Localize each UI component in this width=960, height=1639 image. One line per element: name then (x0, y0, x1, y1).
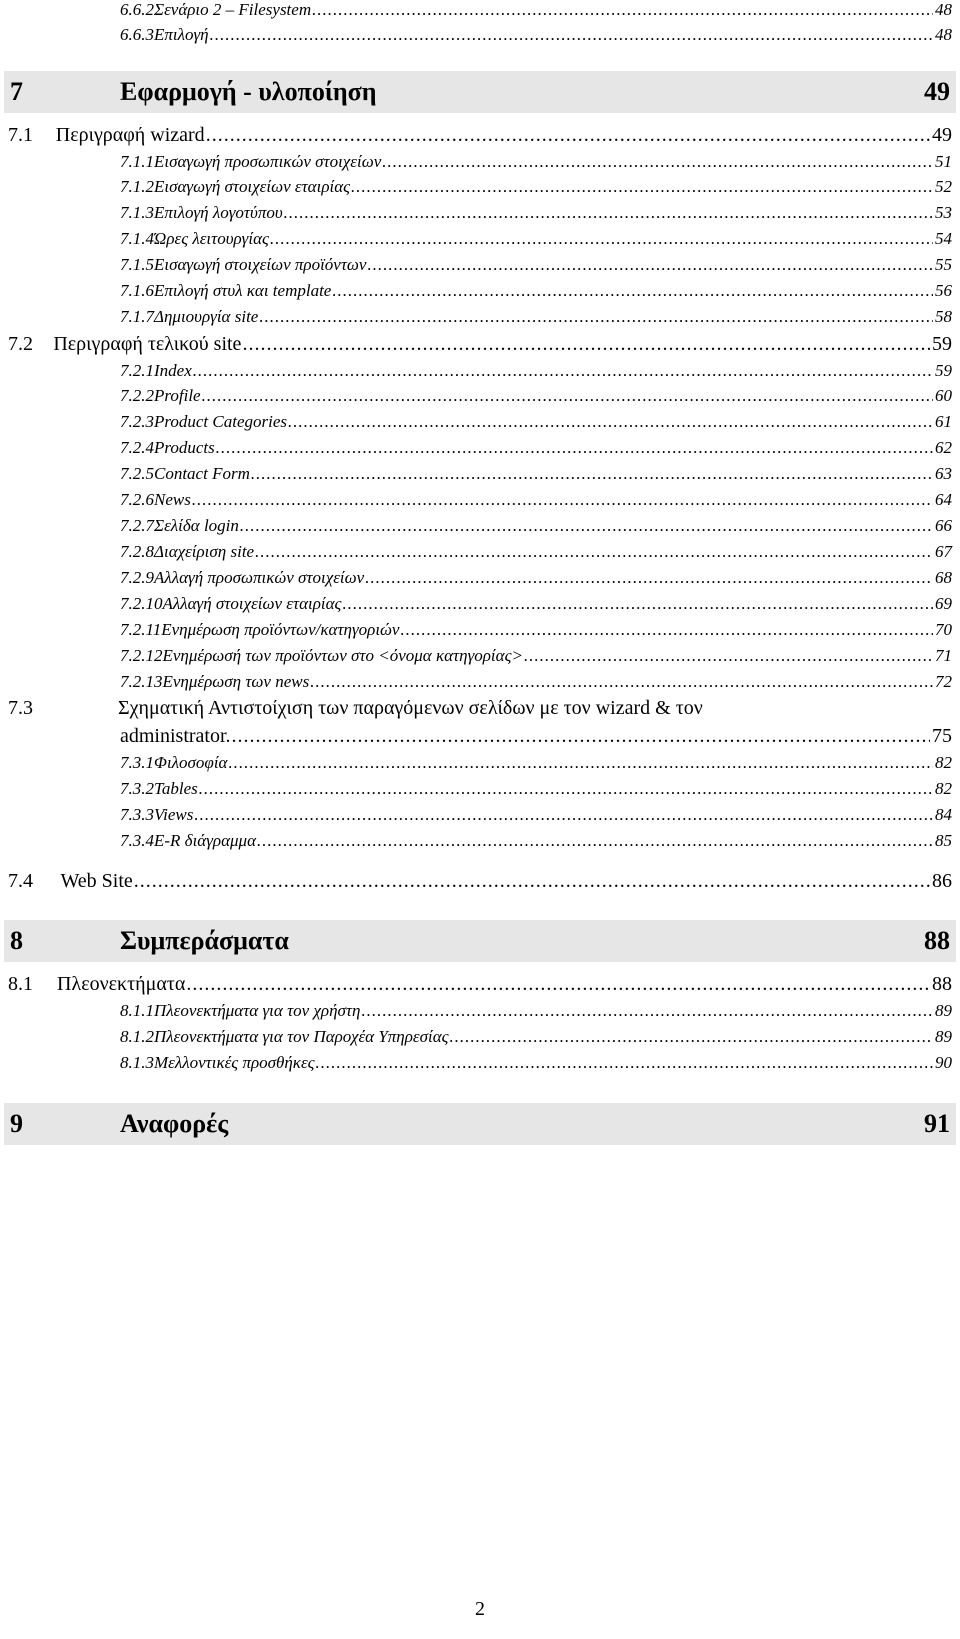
leader-dots (361, 1001, 933, 1021)
toc-entry-title: 8.1.2Πλεονεκτήματα για τον Παροχέα Υπηρεσίας (120, 1027, 449, 1046)
toc-entry-title: 7.3.4E-R διάγραμμα (120, 831, 256, 850)
leader-dots (310, 672, 933, 692)
toc-entry-page: 56 (935, 281, 952, 300)
toc-entry[interactable] (120, 203, 952, 227)
toc-entry-page: 64 (935, 490, 952, 509)
toc-entry[interactable] (120, 0, 952, 24)
leader-dots (202, 386, 933, 406)
toc-entry[interactable] (120, 646, 952, 670)
toc-entry-page: 58 (935, 307, 952, 326)
toc-entry-title: 6.6.2Σενάριο 2 – Filesystem (120, 0, 312, 19)
section-title-continued: administrator. (120, 725, 231, 747)
chapter-page: 49 (924, 77, 950, 106)
leader-dots (351, 177, 933, 197)
leader-dots (216, 438, 933, 458)
toc-entry[interactable] (120, 516, 952, 540)
leader-dots (400, 620, 933, 640)
toc-entry-page: 55 (935, 255, 952, 274)
toc-entry[interactable] (120, 594, 952, 618)
leader-dots (255, 542, 933, 562)
section-title: Πλεονεκτήματα (57, 973, 186, 995)
section-page: 59 (932, 333, 952, 355)
toc-entry[interactable] (120, 542, 952, 566)
leader-dots (288, 412, 933, 432)
toc-entry-page: 72 (935, 672, 952, 691)
toc-entry-page: 51 (935, 152, 952, 171)
leader-dots (284, 203, 933, 223)
toc-entry[interactable] (120, 1053, 952, 1077)
toc-entry[interactable] (120, 753, 952, 777)
toc-entry[interactable] (120, 805, 952, 829)
toc-entry[interactable] (120, 464, 952, 488)
toc-entry-page: 63 (935, 464, 952, 483)
toc-entry[interactable] (120, 152, 952, 176)
toc-entry-title: 7.1.7Δημιουργία site (120, 307, 259, 326)
leader-dots (382, 152, 933, 172)
toc-entry-title: 7.2.2Profile (120, 386, 201, 405)
section-page: 49 (932, 124, 952, 146)
toc-entry[interactable] (120, 255, 952, 279)
toc-entry-page: 48 (935, 25, 952, 44)
toc-entry-page: 67 (935, 542, 952, 561)
chapter-heading-9[interactable] (4, 1103, 956, 1145)
toc-entry[interactable] (120, 831, 952, 855)
chapter-page: 91 (924, 1109, 950, 1138)
chapter-page: 88 (924, 926, 950, 955)
chapter-heading-8[interactable] (4, 920, 956, 962)
toc-entry-page: 85 (935, 831, 952, 850)
toc-entry-title: 7.2.3Product Categories (120, 412, 287, 431)
toc-entry-title: 8.1.1Πλεονεκτήματα για τον χρήστη (120, 1001, 361, 1020)
leader-dots (186, 973, 930, 996)
toc-entry-title: 7.2.5Contact Form (120, 464, 250, 483)
leader-dots (192, 490, 933, 510)
toc-section-7-1[interactable] (8, 124, 952, 150)
toc-entry-page: 61 (935, 412, 952, 431)
leader-dots (316, 1053, 933, 1073)
toc-entry[interactable] (120, 412, 952, 436)
section-number: 8.1 (8, 973, 33, 995)
toc-entry-title: 7.2.4Products (120, 438, 215, 457)
toc-entry-title: 7.3.1Φιλοσοφία (120, 753, 228, 772)
toc-entry-page: 59 (935, 361, 952, 380)
toc-entry-page: 82 (935, 753, 952, 772)
chapter-title: Αναφορές (120, 1109, 229, 1138)
leader-dots (134, 870, 930, 893)
toc-entry[interactable] (120, 386, 952, 410)
chapter-heading-7[interactable] (4, 71, 956, 113)
toc-entry-page: 69 (935, 594, 952, 613)
leader-dots (194, 805, 933, 825)
toc-entry[interactable] (120, 1027, 952, 1051)
toc-entry-page: 54 (935, 229, 952, 248)
toc-entry-title: 7.1.5Εισαγωγή στοιχείων προϊόντων (120, 255, 367, 274)
section-number: 7.2 (8, 333, 33, 355)
leader-dots (228, 753, 933, 773)
toc-entry[interactable] (120, 620, 952, 644)
toc-entry[interactable] (120, 779, 952, 803)
toc-entry-page: 89 (935, 1027, 952, 1046)
toc-entry[interactable] (120, 281, 952, 305)
leader-dots (193, 361, 933, 381)
page-number: 2 (475, 1598, 485, 1620)
toc-entry-page: 52 (935, 177, 952, 196)
toc-entry-page: 70 (935, 620, 952, 639)
toc-entry-page: 60 (935, 386, 952, 405)
toc-entry-title: 7.2.8Διαχείριση site (120, 542, 255, 561)
section-title: Σχηματική Αντιστοίχιση των παραγόμενων σελίδων με τον wizard & τον (118, 697, 703, 719)
toc-entry-title: 7.2.1Index (120, 361, 192, 380)
toc-section-7-4[interactable] (8, 870, 952, 896)
toc-entry-title: 7.2.9Αλλαγή προσωπικών στοιχείων (120, 568, 365, 587)
leader-dots (199, 779, 933, 799)
section-number: 7.3 (8, 697, 33, 719)
toc-entry-page: 62 (935, 438, 952, 457)
toc-entry-page: 66 (935, 516, 952, 535)
toc-entry-title: 7.3.3Views (120, 805, 194, 824)
toc-entry-title: 7.1.2Εισαγωγή στοιχείων εταιρίας (120, 177, 351, 196)
leader-dots (240, 516, 933, 536)
leader-dots (251, 464, 933, 484)
leader-dots (206, 124, 930, 147)
leader-dots (332, 281, 933, 301)
leader-dots (257, 831, 933, 851)
leader-dots (367, 255, 933, 275)
leader-dots (365, 568, 933, 588)
toc-entry-page: 53 (935, 203, 952, 222)
toc-entry-title: 7.2.6News (120, 490, 191, 509)
section-title: Περιγραφή τελικού site (53, 333, 242, 355)
toc-section-8-1[interactable] (8, 973, 952, 999)
leader-dots (270, 229, 933, 249)
toc-entry-title: 6.6.3Επιλογή (120, 25, 209, 44)
chapter-title: Συμπεράσματα (120, 926, 289, 955)
leader-dots (242, 333, 930, 356)
toc-entry[interactable] (120, 490, 952, 514)
toc-entry-page: 48 (935, 0, 952, 19)
toc-entry-title: 8.1.3Μελλοντικές προσθήκες (120, 1053, 315, 1072)
toc-section-7-2[interactable] (8, 333, 952, 359)
toc-entry[interactable] (120, 1001, 952, 1025)
toc-entry[interactable] (120, 307, 952, 331)
toc-entry[interactable] (120, 229, 952, 253)
toc-entry-title: 7.1.3Επιλογή λογοτύπου (120, 203, 283, 222)
toc-entry[interactable] (120, 361, 952, 385)
toc-entry-page: 89 (935, 1001, 952, 1020)
section-title: Web Site (60, 870, 133, 892)
section-page: 75 (932, 725, 952, 747)
leader-dots (259, 307, 933, 327)
toc-entry-title: 7.3.2Tables (120, 779, 198, 798)
toc-entry[interactable] (120, 25, 952, 49)
toc-entry-title: 7.1.1Εισαγωγή προσωπικών στοιχείων (120, 152, 382, 171)
toc-entry[interactable] (120, 672, 952, 696)
toc-entry[interactable] (120, 568, 952, 592)
section-page: 86 (932, 870, 952, 892)
section-title: Περιγραφή wizard (55, 124, 205, 146)
toc-entry-page: 84 (935, 805, 952, 824)
leader-dots (312, 0, 933, 20)
toc-entry-title: 7.2.7Σελίδα login (120, 516, 239, 535)
toc-entry-title: 7.1.6Επιλογή στυλ και template (120, 281, 332, 300)
section-number: 7.4 (8, 870, 33, 892)
toc-entry-title: 7.2.10Αλλαγή στοιχείων εταιρίας (120, 594, 342, 613)
chapter-number: 9 (10, 1109, 23, 1138)
chapter-number: 8 (10, 926, 23, 955)
leader-dots (210, 25, 933, 45)
leader-dots (342, 594, 933, 614)
toc-entry[interactable] (120, 438, 952, 462)
toc-entry-title: 7.2.13Ενημέρωση των news (120, 672, 310, 691)
toc-entry-title: 7.2.12Ενημέρωσή των προϊόντων στο <όνομα κατηγορίας> (120, 646, 523, 665)
toc-entry-page: 82 (935, 779, 952, 798)
toc-entry-page: 68 (935, 568, 952, 587)
toc-section-7-3-line1[interactable] (8, 697, 952, 723)
toc-entry-title: 7.2.11Ενημέρωση προϊόντων/κατηγοριών (120, 620, 400, 639)
leader-dots (450, 1027, 933, 1047)
section-page: 88 (932, 973, 952, 995)
toc-entry-title: 7.1.4Ώρες λειτουργίας (120, 229, 269, 248)
toc-section-7-3-line2[interactable] (120, 725, 952, 751)
leader-dots (524, 646, 933, 666)
toc-entry-page: 71 (935, 646, 952, 665)
chapter-number: 7 (10, 77, 23, 106)
toc-entry-page: 90 (935, 1053, 952, 1072)
toc-entry[interactable] (120, 177, 952, 201)
chapter-title: Εφαρμογή - υλοποίηση (120, 77, 377, 106)
leader-dots (232, 725, 930, 748)
section-number: 7.1 (8, 124, 33, 146)
